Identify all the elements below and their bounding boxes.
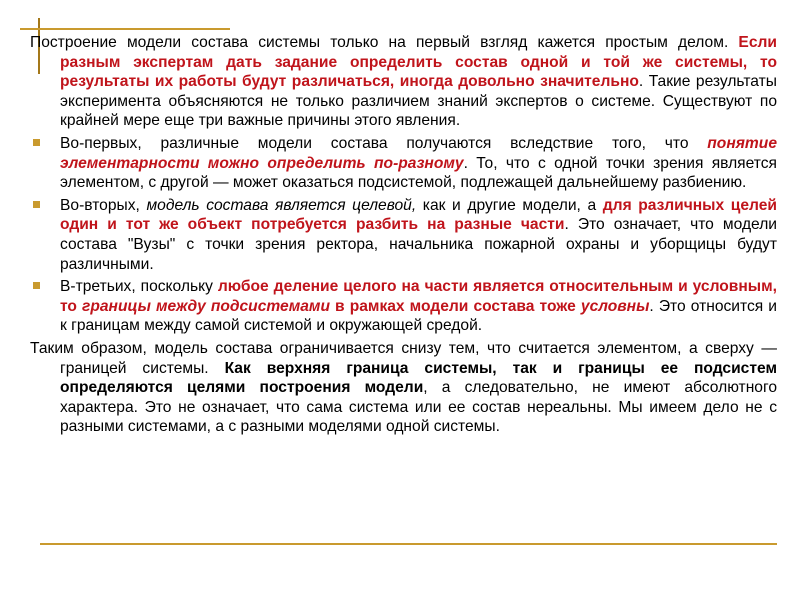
second-highlight: для различных целей один и тот же объект потребуется разбить на разные части [60,196,777,234]
intro-text-1: Построение модели состава системы только на первый взгляд кажется простым делом. [30,34,739,51]
third-highlight-2: в рамках модели состава тоже [329,297,581,315]
first-text-1: Во-первых, различные модели состава получаются вследствие того, что [60,134,708,152]
list-item-third [30,277,777,336]
list-item-first [30,134,777,193]
decorative-bottom-rule [40,543,777,545]
intro-paragraph [30,33,777,131]
third-text-2: . Это относится и к границам между самой системой и окружающей средой. [60,297,777,335]
decorative-top-rule [20,28,230,30]
square-bullet-icon [33,282,40,289]
slide-text-body [30,33,777,437]
second-text-3: . Это означает, что модели состава "Вузы" с точки зрения ректора, начальника пожарной охраны и уборщицы будут различными. [60,216,778,273]
third-highlight-italic-1: границы между подсистемами [82,297,330,315]
third-highlight-1: любое деление целого на части является относительным и условным, то [60,278,777,315]
second-text-2: как и другие модели, а [416,196,603,214]
third-highlight-italic-2: условны [580,297,650,315]
intro-text-2: . Такие результаты эксперимента объясняются не только различием знаний экспертов о системе. Существуют по крайней мере еще три важные причины этого явления. [60,73,777,130]
square-bullet-icon [33,201,40,208]
reasons-list [30,134,777,336]
intro-highlight: Если разным экспертам дать задание определить состав одной и той же системы, то результаты их работы будут различаться, иногда довольно значительно [60,34,777,91]
conclusion-text-1: Таким образом, модель состава ограничивается снизу тем, что считается элементом, а сверху — границей системы. [30,339,777,377]
square-bullet-icon [33,139,40,146]
second-italic: модель состава является целевой, [146,196,417,214]
second-text-1: Во-вторых, [60,196,147,214]
third-text-1: В-третьих, поскольку [60,278,218,296]
first-text-2: . То, что с одной точки зрения является элементом, с другой — может оказаться подсистемой, подлежащей дальнейшему разбиению. [60,154,777,192]
first-highlight: понятие элементарности можно определить по-разному [60,134,777,172]
list-item-second [30,196,777,274]
conclusion-bold: Как верхняя граница системы, так и границы ее подсистем определяются целями построения модели [60,359,777,397]
conclusion-paragraph [30,339,777,437]
conclusion-text-2: , а следовательно, не имеют абсолютного характера. Это не означает, что сама система или ее состав нереальны. Мы имеем дело не с разными системами, а с разными моделями одной системы. [60,379,777,436]
